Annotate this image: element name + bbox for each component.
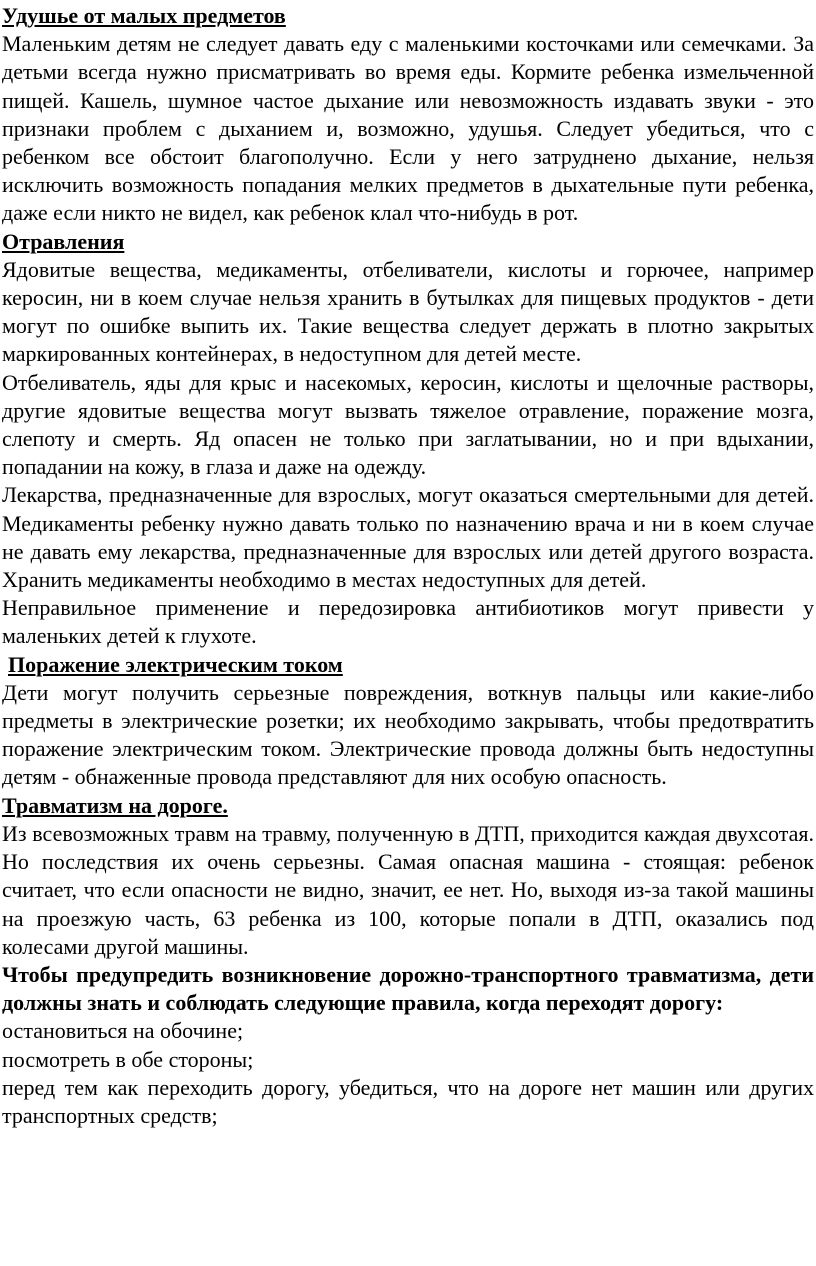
road-rule-item: посмотреть в обе стороны; [2,1046,254,1072]
road-rule-item: перед тем как переходить дорогу, убедиться, что на дороге нет машин или других транспортных средств; [2,1074,814,1128]
paragraph-poisoning-effects: Отбеливатель, яды для крыс и насекомых, керосин, кислоты и щелочные растворы, другие ядовитые вещества могут вызвать тяжелое отравление, поражение мозга, слепоту и смерть. Яд опасен не только при заглатывании, но и при вдыхании, попадании на кожу, в глаза и даже на одежду. [2,369,814,480]
paragraph-road: Из всевозможных травм на травму, полученную в ДТП, приходится каждая двухсотая. Но последствия их очень серьезны. Самая опасная машина - стоящая: ребенок считает, что если опасности не видно, значит, ее нет. Но, выходя из-за такой машины на проезжую часть, 63 ребенка из 100, которые попали в ДТП, оказались под колесами другой машины. [2,820,814,959]
paragraph-poisoning-storage: Ядовитые вещества, медикаменты, отбеливатели, кислоты и горючее, например керосин, ни в коем случае нельзя хранить в бутылках для пищевых продуктов - дети могут по ошибке выпить их. Такие вещества следует держать в плотно закрытых маркированных контейнерах, в недоступном для детей месте. [2,256,814,367]
paragraph-poisoning-medicines: Лекарства, предназначенные для взрослых, могут оказаться смертельными для детей. Медикаменты ребенку нужно давать только по назначению врача и ни в коем случае не давать ему лекарства, предназначенные для взрослых или детей другого возраста. Хранить медикаменты необходимо в местах недоступных для детей. [2,482,814,593]
paragraph-poisoning-antibiotics: Неправильное применение и передозировка антибиотиков могут привести у маленьких детей к глухоте. [2,595,814,649]
heading-road: Травматизм на дороге. [2,792,228,818]
paragraph-choking: Маленьким детям не следует давать еду с маленькими косточками или семечками. За детьми всегда нужно присматривать во время еды. Кормите ребенка измельченной пищей. Кашель, шумное частое дыхание или невозможность издавать звуки - это признаки проблем с дыханием и, возможно, удушья. Следует убедиться, что с ребенком все обстоит благополучно. Если у него затруднено дыхание, нельзя исключить возможность попадания мелких предметов в дыхательные пути ребенка, даже если никто не видел, как ребенок клал что-нибудь в рот. [2,31,814,226]
heading-poisoning: Отравления [2,228,125,254]
section-electric [2,651,814,792]
section-road [2,792,814,1130]
road-rules-intro: Чтобы предупредить возникновение дорожно-транспортного травматизма, дети должны знать и соблюдать следующие правила, когда переходят дорогу: [2,961,814,1016]
section-poisoning [2,228,814,651]
paragraph-electric: Дети могут получить серьезные повреждения, воткнув пальцы или какие-либо предметы в электрические розетки; их необходимо закрывать, чтобы предотвратить поражение электрическим током. Электрические провода должны быть недоступны детям - обнаженные провода представляют для них особую опасность. [2,679,814,790]
heading-choking: Удушье от малых предметов [2,3,286,28]
road-rule-item: остановиться на обочине; [2,1018,244,1044]
heading-electric: Поражение электрическим током [8,651,343,677]
section-choking [2,2,814,228]
